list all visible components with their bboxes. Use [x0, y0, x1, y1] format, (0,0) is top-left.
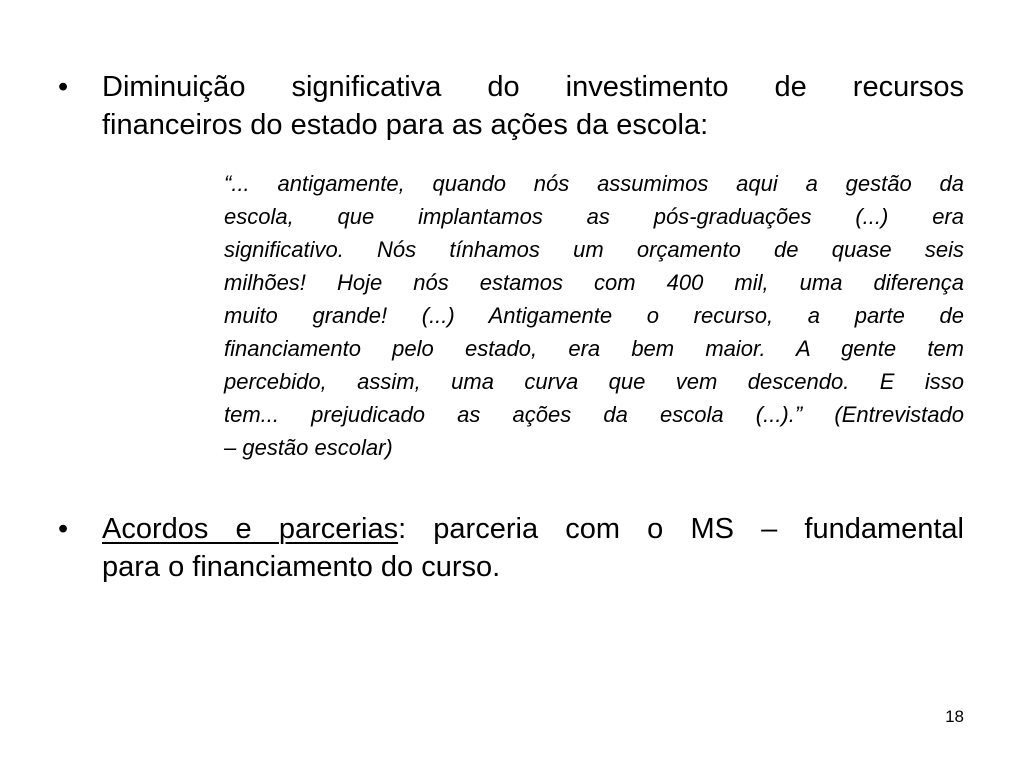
- bullet-text-line: [102, 510, 964, 548]
- quote-line: muito grande! (...) Antigamente o recurso, a parte de: [224, 303, 964, 328]
- quote-line: financiamento pelo estado, era bem maior. A gente tem: [224, 336, 964, 361]
- agreements-term: Acordos e parcerias: [102, 513, 399, 545]
- bullet-text-funding-decrease: [102, 68, 964, 144]
- bullet-text-agreements: [102, 510, 964, 586]
- page-number: 18: [945, 707, 964, 726]
- bullet-text-line: para o financiamento do curso.: [102, 551, 501, 583]
- quote-line: milhões! Hoje nós estamos com 400 mil, uma diferença: [224, 270, 964, 295]
- quote-line: “... antigamente, quando nós assumimos aqui a gestão da: [224, 171, 964, 196]
- interview-quote: [224, 167, 964, 464]
- bullet-item-agreements: [58, 510, 964, 586]
- agreements-description: : parceria com o MS – fundamental: [398, 513, 964, 545]
- bullet-item-funding-decrease: [58, 68, 964, 144]
- bullet-marker: •: [58, 71, 69, 103]
- quote-line: escola, que implantamos as pós-graduações (...) era: [224, 204, 964, 229]
- quote-line: percebido, assim, uma curva que vem descendo. E isso: [224, 369, 964, 394]
- quote-line: – gestão escolar): [224, 435, 393, 460]
- quote-line: significativo. Nós tínhamos um orçamento de quase seis: [224, 237, 964, 262]
- bullet-text-line: Diminuição significativa do investimento de recursos: [102, 71, 964, 103]
- bullet-text-line: financeiros do estado para as ações da escola:: [102, 109, 709, 141]
- bullet-marker: •: [58, 513, 69, 545]
- quote-line: tem... prejudicado as ações da escola (...).” (Entrevistado: [224, 402, 964, 427]
